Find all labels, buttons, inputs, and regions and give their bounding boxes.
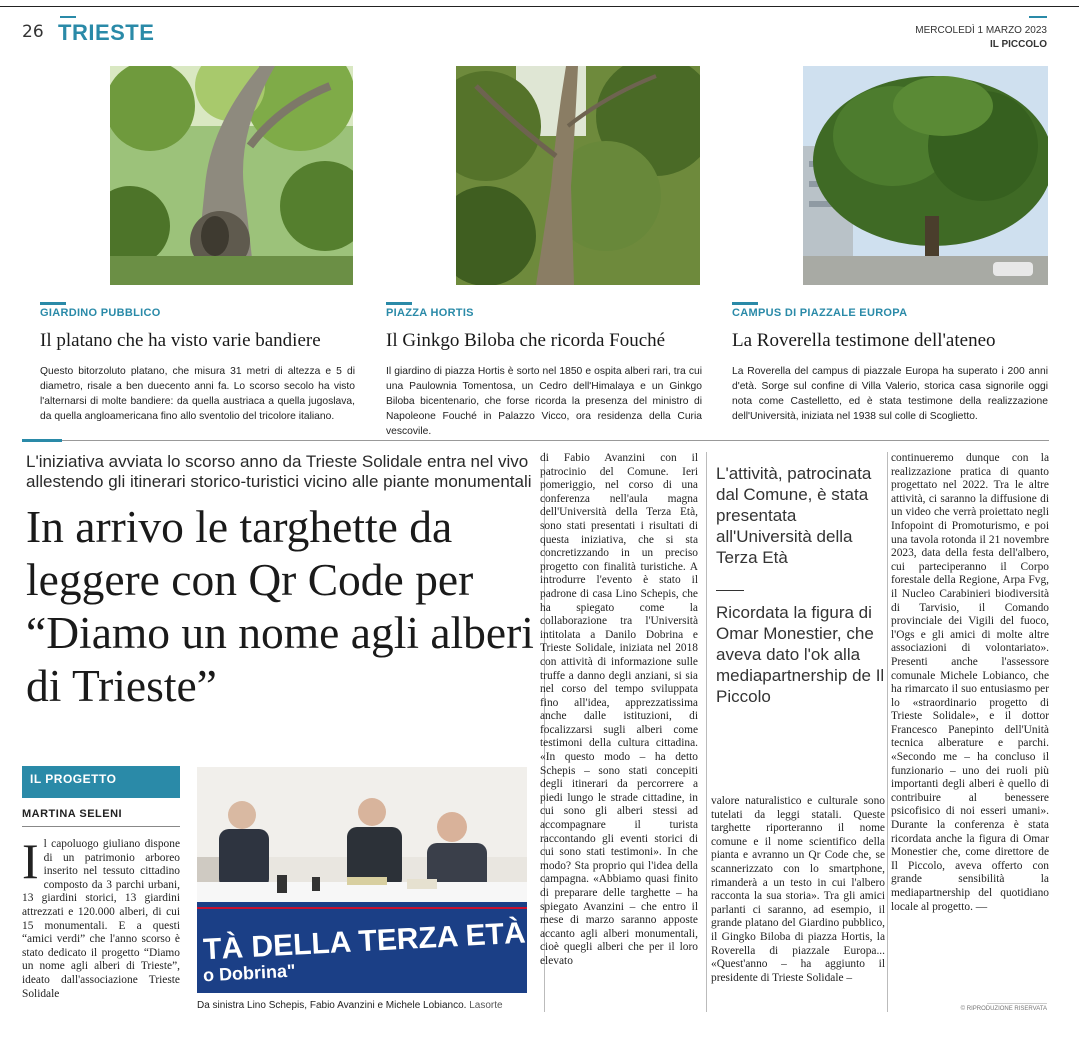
- masthead-accent: [1029, 16, 1047, 18]
- photo-caption: [197, 1000, 527, 1011]
- article-column-1: [22, 833, 180, 1001]
- byline-rule: [22, 826, 180, 827]
- author-byline: MARTINA SELENI: [22, 808, 123, 820]
- section-title: TRIESTE: [58, 20, 155, 45]
- project-label: IL PROGETTO: [30, 772, 117, 786]
- tree-kicker: GIARDINO PUBBLICO: [40, 307, 161, 319]
- masthead: [915, 24, 1047, 52]
- banner-text: o Dobrina": [202, 960, 296, 986]
- newspaper-name: IL PICCOLO: [989, 39, 1047, 50]
- tree-title: Il platano che ha visto varie bandiere: [40, 330, 321, 351]
- kicker-accent: [732, 302, 758, 305]
- kicker-accent: [386, 302, 412, 305]
- article-summary: L'iniziativa avviata lo scorso anno da Trieste Solidale entra nel vivo allestendo gli itinerari storico-turistici vicino alle piante monumentali: [26, 452, 532, 491]
- drop-cap: I: [22, 833, 39, 889]
- tree-body: La Roverella del campus di piazzale Europa ha superato i 200 anni d'età. Sorge sul confine di Villa Valerio, storica casa signorile oggi nota come Castelletto, ed è stata testimone della realizzazione dell'Università, iniziata nel 1938 sul colle di Scoglietto.: [732, 366, 1048, 422]
- column-text: l capoluogo giuliano dispone di un patrimonio arboreo inserito nel tessuto cittadino composto da 3 parchi urbani, 13 giardini storici, 13 giardini attrezzati e 120.000 alberi, di cui 15 monumentali. E a questi “amici verdi” che l'anno scorso è stato dedicato il progetto “Diamo un nome agli alberi di Trieste”, ideato dall'associazione Trieste Solidale: [22, 838, 180, 1000]
- article-column-3: valore naturalistico e culturale sono tutelati da leggi statali. Queste targhette riporteranno il nome comune e il nome scientifico della pianta e avranno un Qr Code che, se scannerizzato con lo smartphone, rimanderà a un testo in cui l'albero racconta la sua storia». Tra gli amici parlanti ci saranno, ad esempio, il grande platano del Giardino pubblico, il Gingko Biloba di piazza Hortis, la Roverella di piazzale Europa... «Quest'anno – ha aggiunto il presidente di Trieste Solidale –: [711, 795, 885, 984]
- page-number: 26: [22, 22, 44, 42]
- oak-tree-photo: [803, 66, 1048, 285]
- divider-accent: [22, 439, 62, 442]
- section-accent: [60, 16, 76, 18]
- kicker-accent: [40, 302, 66, 305]
- tree-title: La Roverella testimone dell'ateneo: [732, 330, 996, 351]
- tree-body: Il giardino di piazza Hortis è sorto nel 1850 e ospita alberi rari, tra cui una Paulownia Tomentosa, un Cedro dell'Himalaya e un Ginkgo Biloba bicentenario, che forse ricorda la presenza del ministro di Napoleone Fouché in Palazzo Vicco, ora residenza della Curia vescovile.: [386, 366, 702, 437]
- issue-date: MERCOLEDÌ 1 MARZO 2023: [915, 25, 1047, 36]
- photo-credit: Lasorte: [469, 1000, 503, 1011]
- pull-quote: Ricordata la figura di Omar Monestier, che aveva dato l'ok alla mediapartnership de Il Piccolo: [716, 603, 885, 706]
- tree-body: Questo bitorzoluto platano, che misura 31 metri di altezza e 5 di diametro, risale a ben duecento anni fa. Lo scorso secolo ha visto l'alternarsi di molte bandiere: da quella austriaca a quella jugoslava, da quella angloamericana fino allo sventolio del tricolore italiano.: [40, 366, 355, 422]
- copyright-rule: [987, 1003, 1047, 1004]
- conference-photo: [197, 767, 527, 993]
- tree-kicker: CAMPUS DI PIAZZALE EUROPA: [732, 307, 908, 319]
- banner-text: TÀ DELLA TERZA ETÀ: [202, 916, 527, 967]
- pull-quote-rule: [716, 590, 744, 591]
- section-divider: [22, 440, 1049, 441]
- ginkgo-tree-photo: [456, 66, 700, 285]
- copyright-notice: © RIPRODUZIONE RISERVATA: [960, 1006, 1047, 1012]
- column-rule: [706, 452, 707, 1012]
- article-headline: In arrivo le targhette da leggere con Qr Code per “Diamo un nome agli alberi di Trieste”: [26, 501, 534, 711]
- top-rule: [0, 6, 1079, 7]
- pull-quote: L'attività, patrocinata dal Comune, è stata presentata all'Università della Terza Età: [716, 464, 872, 567]
- tree-title: Il Ginkgo Biloba che ricorda Fouché: [386, 330, 666, 351]
- tree-kicker: PIAZZA HORTIS: [386, 307, 474, 319]
- article-column-4: continueremo dunque con la realizzazione pratica di quanto progettato nel 2022. Tra le altre attività, ci saranno la diffusione di un video che verrà proiettato negli Infopoint di Promoturismo, e poi una tavola rotonda il 21 novembre 2023, data della festa dell'albero, cui parteciperanno il Corpo forestale della Regione, Arpa Fvg, il Nucleo Carabinieri biodiversità di Tarvisio, il Comando provinciale dei Vigili del fuoco, l'Ogs e gli amici di molte altre associazioni di volontariato». Presenti anche l'assessore comunale Michele Lobianco, che ha rimarcato il suo entusiasmo per lo «straordinario progetto di Trieste Solidale», e il dottor Francesco Panepinto dell'Unità tecnica alberature e parchi. «Secondo me – ha concluso il funzionario – uno dei ruoli più importanti degli alberi è quello di contribuire al benessere psicofisico di noi esseri umani». Durante la conferenza è stata ricordata anche la figura di Omar Monestier che, come direttore de Il Piccolo, aveva offerto con grande sensibilità la mediapartnership del quotidiano locale al progetto. —: [891, 452, 1049, 913]
- plane-tree-photo: [110, 66, 353, 285]
- article-column-2: di Fabio Avanzini con il patrocinio del Comune. Ieri pomeriggio, nel corso di una conferenza nell'aula magna dell'Università della Terza Età, sono stati presentati i risultati di questa iniziativa, che si sta concretizzando in un preciso progetto con finalità turistiche. A introdurre l'evento è stato il padrone di casa Lino Schepis, che ha spiegato come la collaborazione tra l'Università intitolata a Danilo Dobrina e Trieste Solidale, iniziata nel 2018 con attività di informazione sulle truffe a danno degli anziani, si sia nel corso del tempo sviluppata fino all'idea, apprezzatissima anche dalle istituzioni, di focalizzarsi sugli alberi come testimoni della cultura cittadina. «In questo modo – ha detto Schepis – sono stati concepiti degli itinerari da percorrere a piedi lungo le strade cittadine, in cui sono gli alberi stessi ad accompagnare il turista raccontando gli eventi storici di cui sono stati testimoni». In che modo? Sta proprio qui l'idea della campagna. «Abbiamo quasi finito di preparare delle targhette – ha spiegato Avanzini – che entro il mese di marzo saranno apposte accanto agli alberi monumentali, cioè quegli alberi che per il loro elevato: [540, 452, 698, 967]
- caption-text: Da sinistra Lino Schepis, Fabio Avanzini e Michele Lobianco.: [197, 1000, 467, 1011]
- column-rule: [887, 452, 888, 1012]
